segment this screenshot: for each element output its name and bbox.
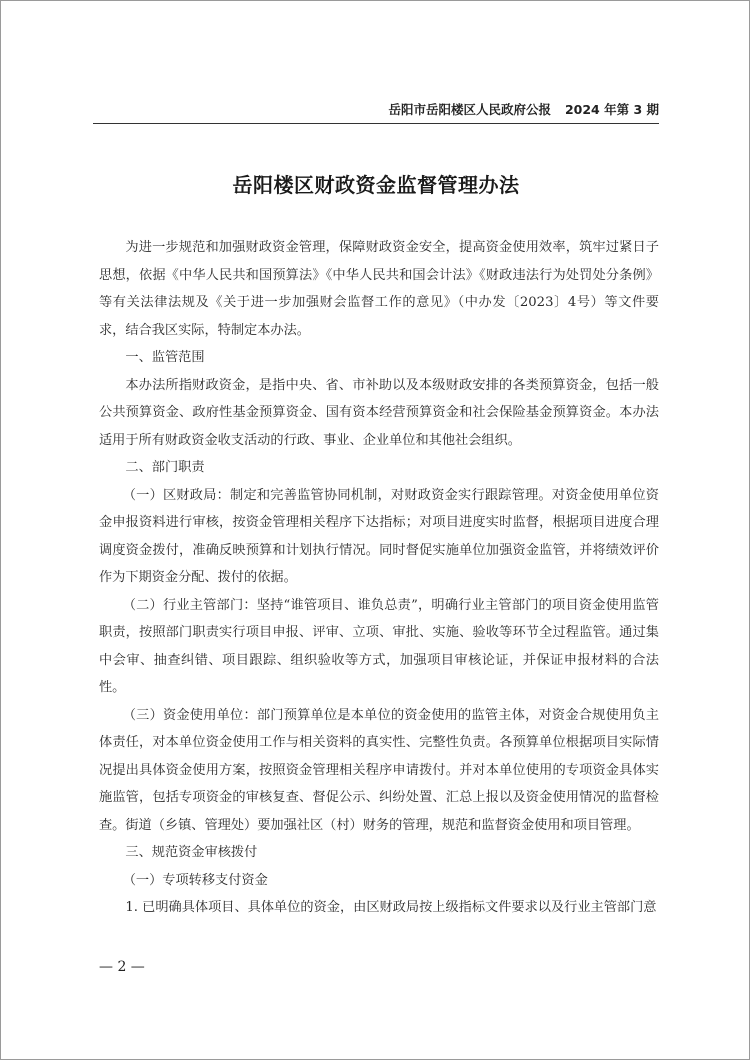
document-body	[99, 234, 659, 922]
subsection-heading: （一）专项转移支付资金	[122, 872, 268, 888]
body-paragraph: 1. 已明确具体项目、具体单位的资金，由区财政局按上级指标文件要求以及行业主管部门意	[125, 900, 657, 915]
running-header	[93, 101, 659, 124]
publication-name: 岳阳市岳阳楼区人民政府公报	[388, 102, 551, 117]
body-paragraph: （一）区财政局：制定和完善监管协同机制，对财政资金实行跟踪管理。对资金使用单位资金申报资料进行审核，按资金管理相关程序下达指标；对项目进度实时监督，根据项目进度合理调度资金拨付，准确反映预算和计划执行情况。同时督促实施单位加强资金监管，并将绩效评价作为下期资金分配、拨付的依据。	[99, 487, 659, 585]
body-paragraph: 本办法所指财政资金，是指中央、省、市补助以及本级财政安排的各类预算资金，包括一般公共预算资金、政府性基金预算资金、国有资本经营预算资金和社会保险基金预算资金。本办法适用于所有财政资金收支活动的行政、事业、企业单位和其他社会组织。	[99, 377, 659, 448]
body-paragraph: （三）资金使用单位：部门预算单位是本单位的资金使用的监管主体，对资金合规使用负主体责任，对本单位资金使用工作与相关资料的真实性、完整性负责。各预算单位根据项目实际情况提出具体资金使用方案，按照资金管理相关程序申请拨付。并对本单位使用的专项资金具体实施监管，包括专项资金的审核复查、督促公示、纠纷处置、汇总上报以及资金使用情况的监督检查。街道（乡镇、管理处）要加强社区（村）财务的管理，规范和监督资金使用和项目管理。	[99, 707, 659, 833]
document-title: 岳阳楼区财政资金监督管理办法	[232, 173, 520, 197]
body-paragraph: （二）行业主管部门：坚持“谁管项目、谁负总责”，明确行业主管部门的项目资金使用监管职责，按照部门职责实行项目申报、评审、立项、审批、实施、验收等环节全过程监管。通过集中会审、抽查纠错、项目跟踪、组织验收等方式，加强项目审核论证，并保证申报材料的合法性。	[99, 597, 659, 695]
section-heading: 三、规范资金审核拨付	[125, 845, 258, 860]
preamble-paragraph: 为进一步规范和加强财政资金管理，保障财政资金安全，提高资金使用效率，筑牢过紧日子思想，依据《中华人民共和国预算法》《中华人民共和国会计法》《财政违法行为处罚处分条例》等有关法律法规及《关于进一步加强财会监督工作的意见》（中办发〔2023〕4号）等文件要求，结合我区实际，特制定本办法。	[99, 240, 659, 338]
section-heading: 二、部门职责	[125, 460, 205, 475]
issue-number: 2024 年第 3 期	[564, 102, 659, 117]
page-number: — 2 —	[99, 959, 145, 975]
section-heading: 一、监管范围	[125, 350, 205, 365]
